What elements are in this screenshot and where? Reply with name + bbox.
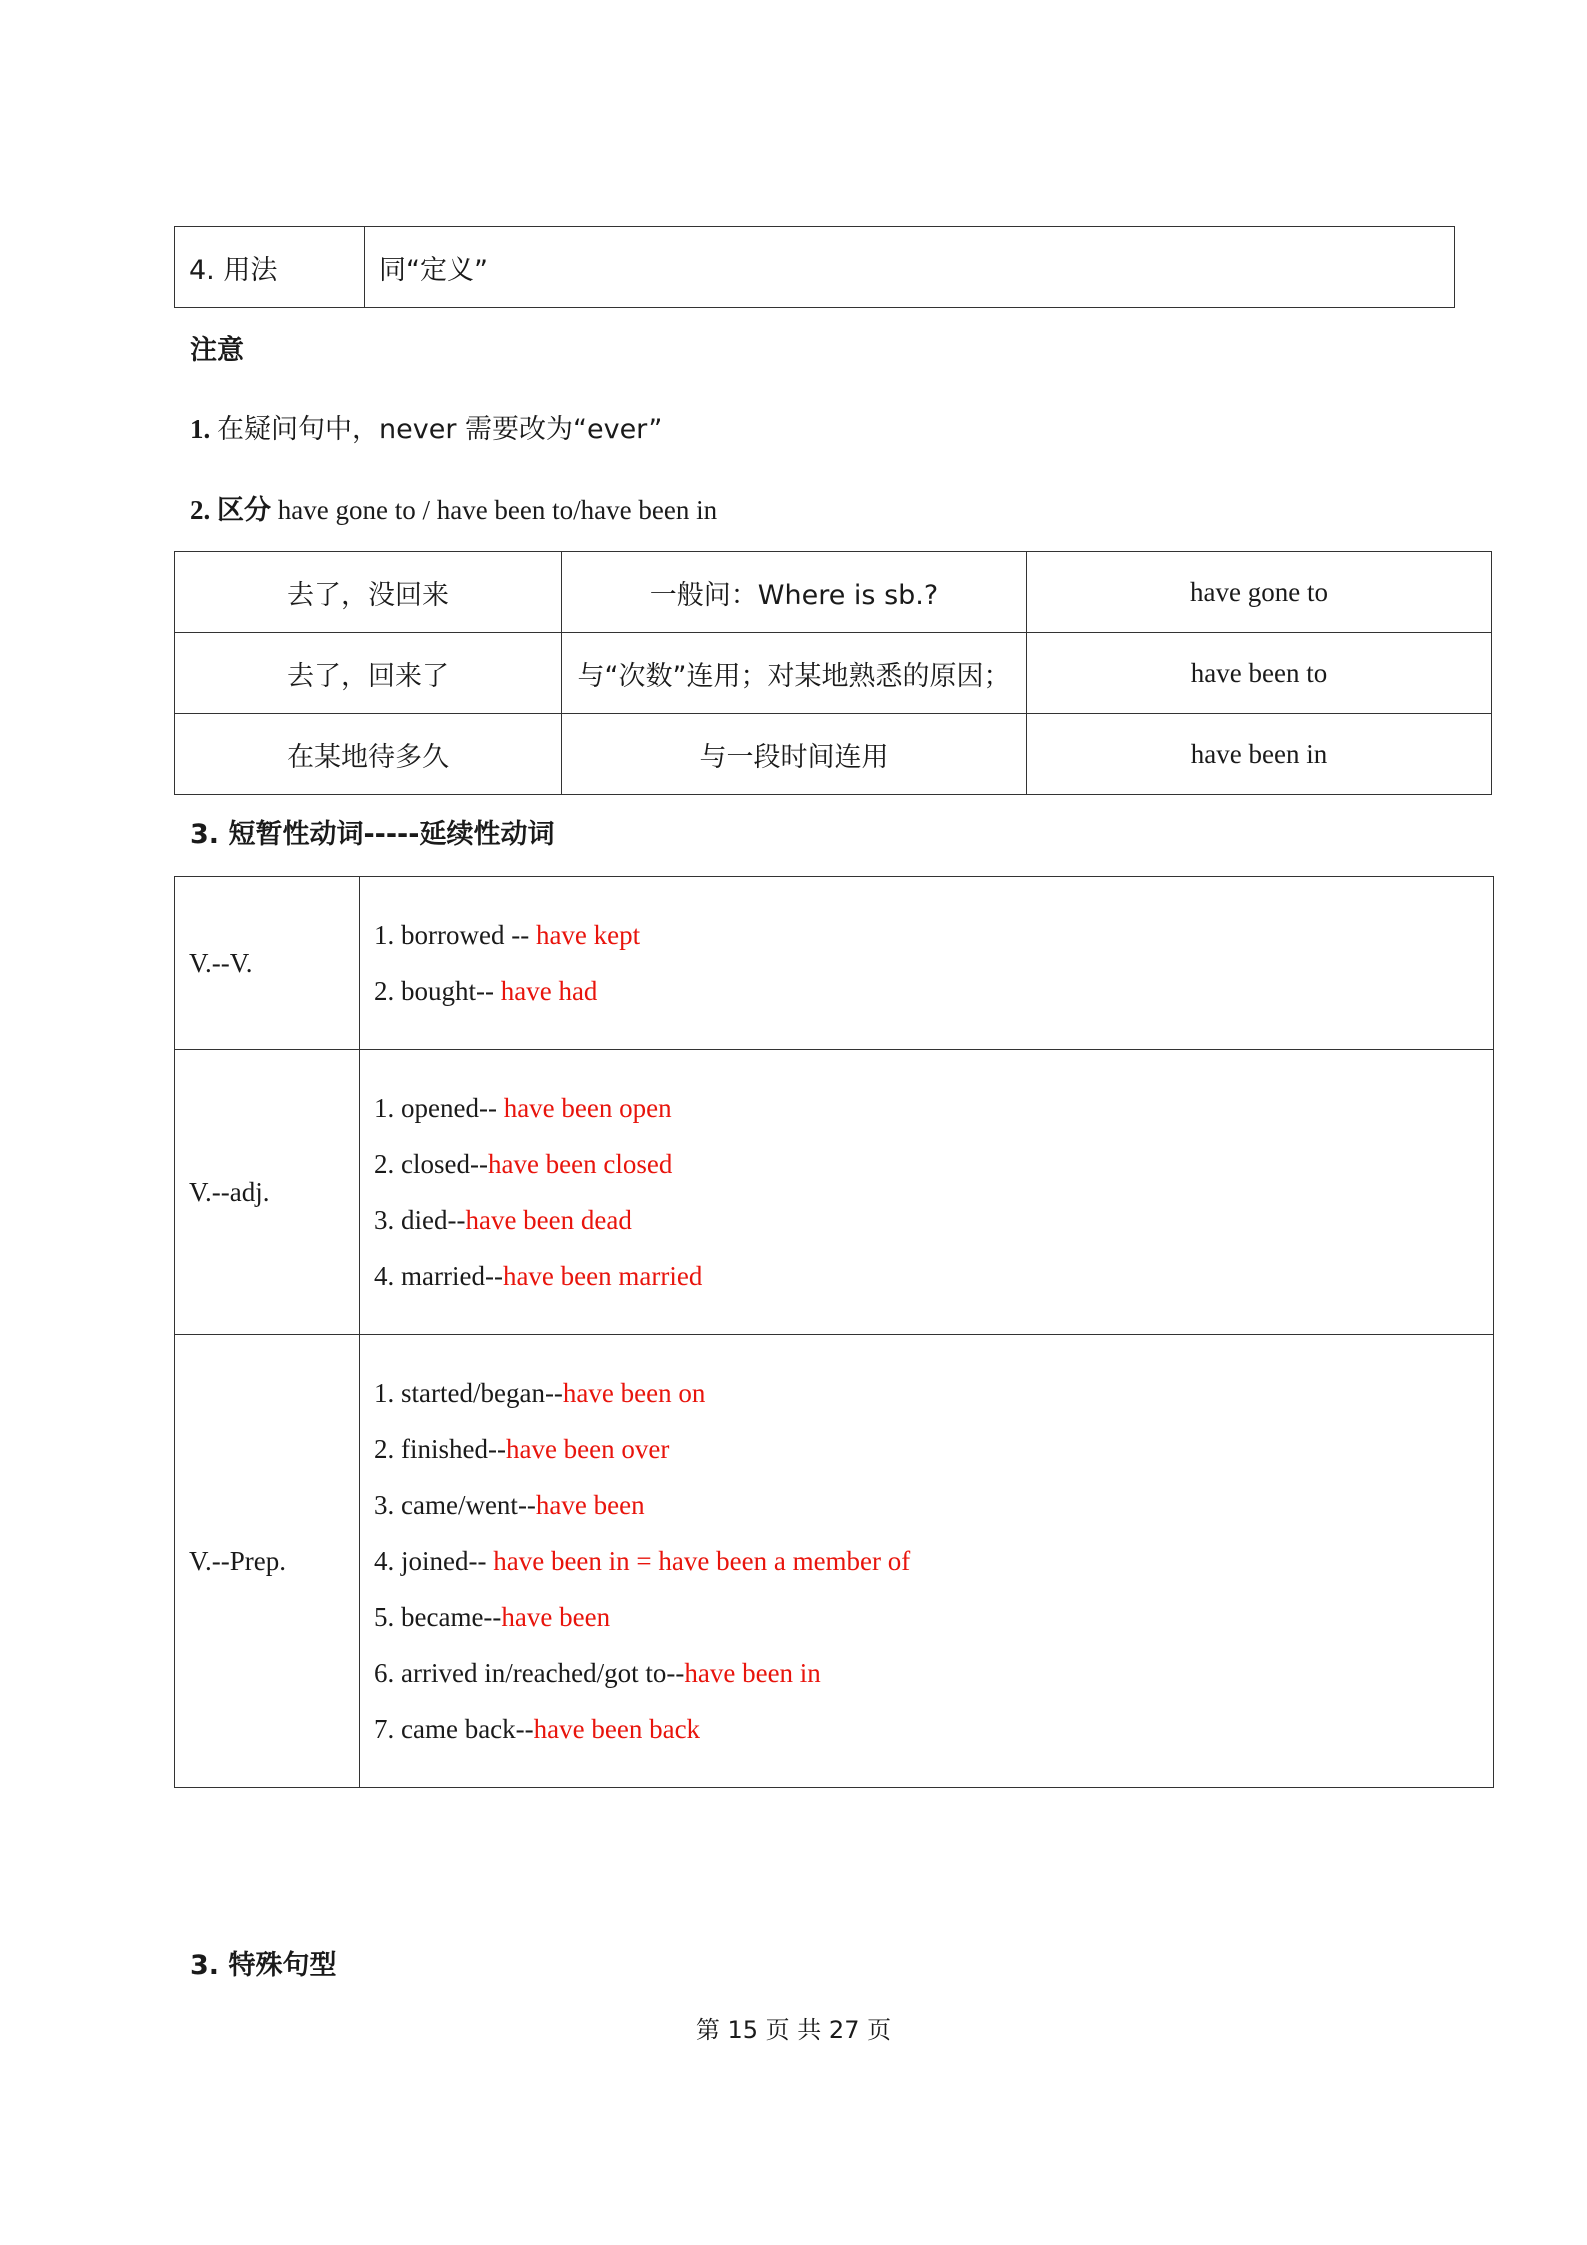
items-cell xyxy=(360,877,1494,1050)
usage-cell: 与一段时间连用 xyxy=(562,714,1027,795)
item-verb: 4. married-- xyxy=(374,1261,503,1291)
table-row xyxy=(175,633,1492,714)
item-phrase: have been closed xyxy=(487,1149,673,1179)
list-item xyxy=(374,951,1493,1031)
distinguish-table xyxy=(174,551,1492,795)
item-phrase: have been open xyxy=(503,1093,672,1123)
item-verb: 2. bought-- xyxy=(374,976,501,1006)
page-footer: 第 15 页 共 27 页 xyxy=(695,2016,892,2044)
item-phrase: have been xyxy=(501,1602,611,1632)
phrase-cell: have gone to xyxy=(1027,552,1492,633)
usage-cell: 与“次数”连用；对某地熟悉的原因； xyxy=(562,633,1027,714)
section-3-heading: 3. 短暂性动词-----延续性动词 xyxy=(190,819,555,850)
category-cell: V.--V. xyxy=(175,877,360,1050)
item-phrase: have been xyxy=(535,1490,645,1520)
item-verb: 3. came/went-- xyxy=(374,1490,536,1520)
category-cell: V.--adj. xyxy=(175,1050,360,1335)
item-verb: 5. became-- xyxy=(374,1602,502,1632)
item-phrase: have been in = have been a member of xyxy=(493,1546,911,1576)
item-verb: 1. borrowed -- xyxy=(374,920,536,950)
note-2-bold: 区分 xyxy=(217,495,271,526)
item-phrase: have had xyxy=(500,976,598,1006)
item-phrase: have been in xyxy=(684,1658,821,1688)
category-cell: V.--Prep. xyxy=(175,1335,360,1788)
meaning-cell: 去了，没回来 xyxy=(175,552,562,633)
item-phrase: have been back xyxy=(533,1714,701,1744)
note-heading: 注意 xyxy=(190,335,244,366)
usage-label: 4. 用法 xyxy=(175,227,365,308)
item-verb: 6. arrived in/reached/got to-- xyxy=(374,1658,685,1688)
item-phrase: have been on xyxy=(562,1378,706,1408)
note-2 xyxy=(190,488,717,527)
item-verb: 3. died-- xyxy=(374,1205,466,1235)
item-verb: 2. closed-- xyxy=(374,1149,488,1179)
item-phrase: have been married xyxy=(502,1261,703,1291)
table-row xyxy=(175,877,1494,1050)
item-verb: 1. opened-- xyxy=(374,1093,504,1123)
items-cell xyxy=(360,1050,1494,1335)
section-3b-heading: 3. 特殊句型 xyxy=(190,1950,337,1981)
verb-table xyxy=(174,876,1494,1788)
note-1-text: 在疑问句中，never 需要改为“ever” xyxy=(217,414,663,445)
item-phrase: have been over xyxy=(505,1434,670,1464)
item-verb: 2. finished-- xyxy=(374,1434,506,1464)
item-phrase: have kept xyxy=(535,920,641,950)
note-1-num: 1. xyxy=(190,414,211,444)
meaning-cell: 去了，回来了 xyxy=(175,633,562,714)
item-verb: 7. came back-- xyxy=(374,1714,534,1744)
table-row xyxy=(175,552,1492,633)
list-item xyxy=(374,1236,1493,1316)
usage-table xyxy=(174,226,1455,308)
list-item xyxy=(374,1689,1493,1769)
note-2-text: have gone to / have been to/have been in xyxy=(271,495,718,525)
table-row xyxy=(175,1050,1494,1335)
phrase-cell: have been to xyxy=(1027,633,1492,714)
item-verb: 1. started/began-- xyxy=(374,1378,563,1408)
usage-cell: 一般问：Where is sb.? xyxy=(562,552,1027,633)
note-1 xyxy=(190,407,662,446)
items-cell xyxy=(360,1335,1494,1788)
table-row xyxy=(175,714,1492,795)
item-phrase: have been dead xyxy=(465,1205,632,1235)
table-row xyxy=(175,1335,1494,1788)
phrase-cell: have been in xyxy=(1027,714,1492,795)
usage-value: 同“定义” xyxy=(365,227,1455,308)
note-2-num: 2. xyxy=(190,495,211,525)
item-verb: 4. joined-- xyxy=(374,1546,494,1576)
meaning-cell: 在某地待多久 xyxy=(175,714,562,795)
